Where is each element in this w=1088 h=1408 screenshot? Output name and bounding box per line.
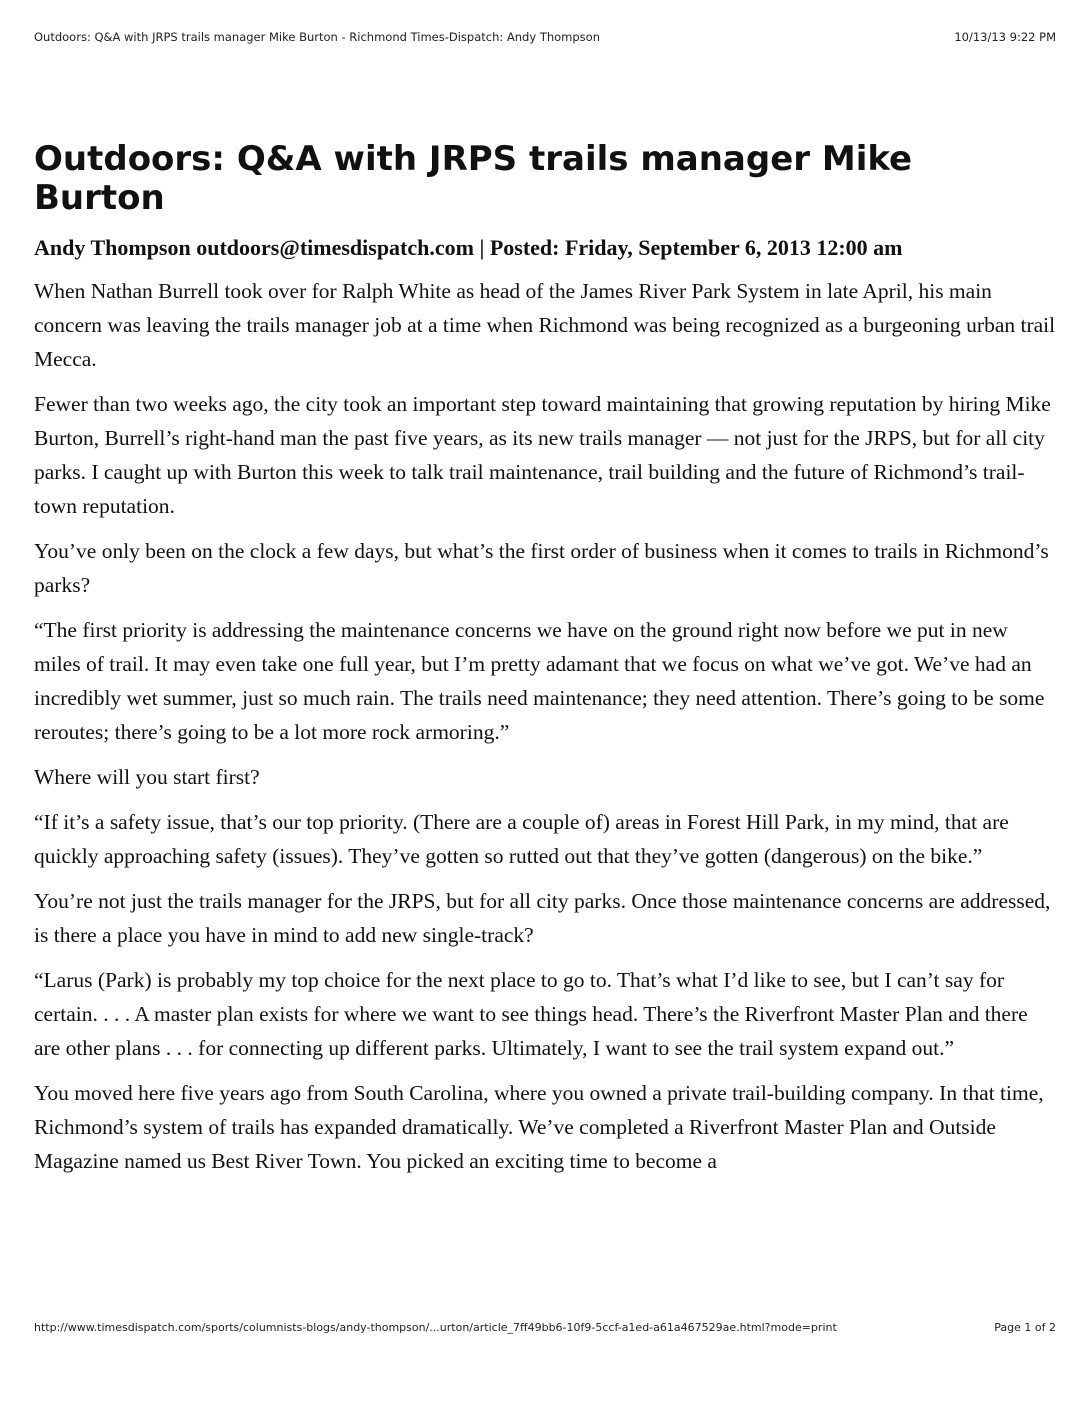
article-paragraph: Fewer than two weeks ago, the city took an important step toward maintaining that growing reputation by hiring Mike Burton, Burrell’s right-hand man the past five years, as its new trails manager — not just for the JRPS, but for all city parks. I caught up with Burton this week to talk trail maintenance, trail building and the future of Richmond’s trail-town reputation. [34,392,1051,518]
print-header [34,30,1056,44]
article-byline: Andy Thompson outdoors@timesdispatch.com | Posted: Friday, September 6, 2013 12:00 am [34,235,903,260]
print-footer-url: http://www.timesdispatch.com/sports/columnists-blogs/andy-thompson/...urton/article_7ff49bb6-10f9-5ccf-a1ed-a61a467529ae.html?mode=print [34,1321,837,1334]
article-question: You’re not just the trails manager for the JRPS, but for all city parks. Once those maintenance concerns are addressed, is there a place you have in mind to add new single-track? [34,889,1051,947]
article-question: You moved here five years ago from South Carolina, where you owned a private trail-building company. In that time, Richmond’s system of trails has expanded dramatically. We’ve completed a Riverfront Master Plan and Outside Magazine named us Best River Town. You picked an exciting time to become a [34,1081,1044,1173]
print-header-timestamp: 10/13/13 9:22 PM [954,30,1056,44]
print-footer [34,1321,1056,1334]
article-body [34,274,1058,1178]
article-title: Outdoors: Q&A with JRPS trails manager Mike Burton [34,139,913,218]
article-paragraph: When Nathan Burrell took over for Ralph White as head of the James River Park System in late April, his main concern was leaving the trails manager job at a time when Richmond was being recognized as a burgeoning urban trail Mecca. [34,279,1056,371]
print-footer-page-number: Page 1 of 2 [994,1321,1056,1334]
article-answer: “The first priority is addressing the maintenance concerns we have on the ground right now before we put in new miles of trail. It may even take one full year, but I’m pretty adamant that we focus on what we’ve got. We’ve had an incredibly wet summer, just so much rain. The trails need maintenance; they need attention. There’s going to be some reroutes; there’s going to be a lot more rock armoring.” [34,618,1045,744]
article-answer: “Larus (Park) is probably my top choice for the next place to go to. That’s what I’d like to see, but I can’t say for certain. . . . A master plan exists for where we want to see things head. There’s the Riverfront Master Plan and there are other plans . . . for connecting up different parks. Ultimately, I want to see the trail system expand out.” [34,968,1028,1060]
article [34,140,1058,1189]
article-question: You’ve only been on the clock a few days, but what’s the first order of business when it comes to trails in Richmond’s parks? [34,539,1049,597]
print-header-title: Outdoors: Q&A with JRPS trails manager Mike Burton - Richmond Times-Dispatch: Andy Thompson [34,30,600,44]
article-answer: “If it’s a safety issue, that’s our top priority. (There are a couple of) areas in Forest Hill Park, in my mind, that are quickly approaching safety (issues). They’ve gotten so rutted out that they’ve gotten (dangerous) on the bike.” [34,810,1009,868]
article-question: Where will you start first? [34,765,260,789]
